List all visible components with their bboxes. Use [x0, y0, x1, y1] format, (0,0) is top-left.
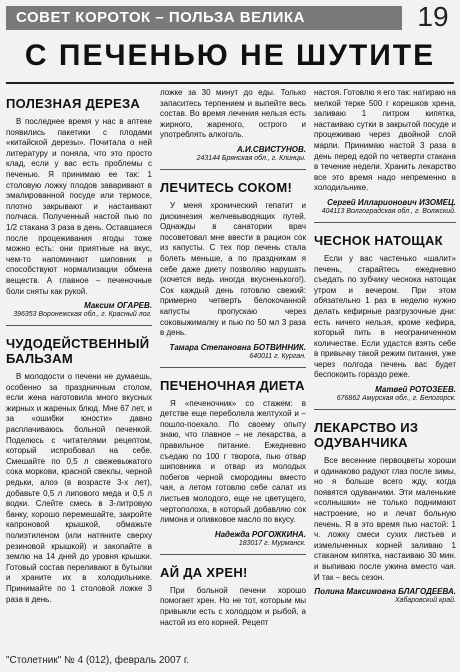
column-3	[314, 88, 456, 644]
divider	[160, 169, 306, 170]
author-name: Матвей РОТОЗЕЕВ.	[375, 385, 456, 395]
article-text-hren-continued: настоя. Готовлю я его так: натираю на мелкой терке 500 г корешков хрена, заливаю 1 литром кипятка, настаиваю сутки в закрытой посуде и процеживаю через двойной слой марли. Принимаю настой 3 раза в день перед едой по четверти стакана в течение недели. Хранить лекарство все это время надо непременно в холодильнике.	[314, 88, 456, 193]
article-title-dereza: ПОЛЕЗНАЯ ДЕРЕЗА	[6, 96, 141, 111]
author-place: 396353 Воронежская обл., г. Красный лог.	[13, 311, 152, 319]
article-text-balzam-continued: ложке за 30 минут до еды. Только запаситесь терпением и выпейте весь состав. Во время лечения нельзя есть жирного, жареного, острого и употреблять алкоголь.	[160, 88, 306, 140]
article-title-dieta: ПЕЧЕНОЧНАЯ ДИЕТА	[160, 377, 305, 393]
column-1	[6, 88, 152, 644]
article-text-dieta: Я «печеночник» со стажем: в детстве еще переболела желтухой и – пошло-поехало. По своему опыту знаю, что главное – не лекарства, а правильное питание. Ежедневно съедаю по 100 г творога, пью отвар шиповника и отвар из молодых побегов черной смородины вместо чая, а летом готовлю себе салат из листьев молодого, еще не цветущего, чертополоха, в который добавляю сок лимона и оливковое масло по вкусу.	[160, 398, 306, 525]
divider	[6, 325, 152, 326]
article-text-chesnok: Если у вас частенько «шалит» печень, старайтесь ежедневно съедать по зубчику чеснока натощак утром и вечером. При этом обязательно 1 раз в неделю нужно делать кефирные разгрузочные дни: есть ничего нельзя, кроме кефира, который пить в неограниченном количестве. Если удастся взять себе в привычку такой режим питания, уже через полгода печень вас будет беспокоить гораздо реже.	[314, 253, 456, 380]
column-2	[160, 88, 306, 644]
article-title-hren: АЙ ДА ХРЕН!	[160, 564, 248, 580]
section-header: СОВЕТ КОРОТОК – ПОЛЬЗА ВЕЛИКА	[6, 6, 402, 30]
author-name: Сергей Илларионович ИЗОМЕЦ.	[327, 197, 456, 207]
article-text-hren: При больной печени хорошо помогает хрен. Но не тот, которым мы привыкли есть с холодцом и рыбой, а настой из его корней. Рецепт	[160, 585, 306, 627]
author-place: 404113 Волгоградская обл., г. Волжский.	[321, 207, 456, 215]
divider	[160, 367, 306, 368]
divider	[160, 554, 306, 555]
author-name: Тамара Степановна БОТВИННИК.	[169, 342, 306, 352]
page-number: 19	[417, 1, 449, 32]
article-text-oduvanchik: Все весенние первоцветы хороши и одинаково радуют глаз после зимы, но я больше всего жду, когда появятся одуванчики. Эти маленькие «солнышки» не только поднимают настроение, но и лечат больную печень. Я в это время пью настой: 1 ч. ложку смеси сухих листьев и измельченных корней заливаю 1 стаканом кипятка, настаиваю 30 мин. и выпиваю после ужина вместо чая. И так – весь сезон.	[314, 456, 456, 582]
page-title: С ПЕЧЕНЬЮ НЕ ШУТИТЕ	[24, 39, 436, 72]
author-name: А.И.СВИСТУНОВ.	[236, 144, 306, 154]
title-rule	[6, 82, 454, 84]
author-place: Хабаровский край.	[394, 597, 456, 605]
author-name: Полина Максимовна БЛАГОДЕЕВА.	[314, 587, 456, 597]
divider	[314, 222, 456, 223]
article-title-oduvanchik: ЛЕКАРСТВО ИЗ ОДУВАНЧИКА	[314, 420, 419, 451]
author-name: Максим ОГАРЕВ.	[84, 301, 152, 311]
article-text-dereza: В последнее время у нас в аптеке появились пакетики с плодами «китайской дерезы». Почитала о ней литературу и поняла, что это просто клад, если у вас есть проблемы с печенью. Я принимаю ее так: 1 столовую ложку плодов заваривают в эмалированной посуде или термосе, плотно закрывают и настаивают полчаса. Полученный настой пью по 1/2 стакана 3 раза в день. Оставшиеся после процеживания ягоды тоже можно есть: они приятные на вкус, чем-то напоминают шиповник и способствуют нормализации обмена веществ. А главное – печеночные боли сняты как рукой.	[6, 117, 152, 296]
article-title-sok: ЛЕЧИТЕСЬ СОКОМ!	[160, 179, 293, 195]
author-place: 676862 Амурская обл., г. Белогорск.	[336, 395, 456, 403]
author-place: 640011 г. Курган.	[249, 352, 306, 360]
article-title-chesnok: ЧЕСНОК НАТОЩАК	[314, 232, 443, 248]
article-title-balzam: ЧУДОДЕЙСТВЕННЫЙ БАЛЬЗАМ	[6, 336, 150, 367]
article-text-balzam: В молодости о печени не думаешь, особенно за праздничным столом, если жена наготовила много вкусных жирных и жареных блюд. Мне 67 лет, и за «ошибки юности» давно расплачиваюсь больной печенкой. Поделюсь с читателями рецептом, который испробовал на себе. Смешайте по 0,5 л свежевыжатого сока моркови, красной свеклы, черной редьки, алоэ (в возрасте 3-х лет), добавьте 0,5 л липового меда и 0,5 л водки. Слейте смесь в 3-литровую банку, хорошо перемешайте, закройте капроновой крышкой, обмажьте полиэтиленом (или натяните сверху резиновой крышкой) и закопайте в землю на 14 дней до уровня крышки. Готовый состав переливают в бутылки и храните их в холодильнике. Принимайте по 1 столовой ложке 3 раза в день.	[6, 372, 152, 604]
article-text-sok: У меня хронический гепатит и дискинезия желчевыводящих путей. Однажды в санатории врач посоветовал мне ввести в рацион сок из капусты. С тех пор печень стала болеть меньше, а по праздникам я себе даже диету позволяю нарушать (хочется ведь иногда вкусненького!). Сок каждый день готовлю свежий: примерно четверть белокочанной капусты пропускаю через соковыжималку и пью по 50 мл 3 раза в день.	[160, 200, 306, 338]
author-place: 243144 Брянская обл., г. Клинцы.	[196, 154, 306, 162]
author-place: 183017 г. Мурманск.	[238, 539, 306, 547]
author-name: Надежда РОГОЖКИНА.	[214, 529, 306, 539]
issue-footer: "Столетник" № 4 (012), февраль 2007 г.	[6, 655, 190, 666]
divider	[314, 409, 456, 410]
